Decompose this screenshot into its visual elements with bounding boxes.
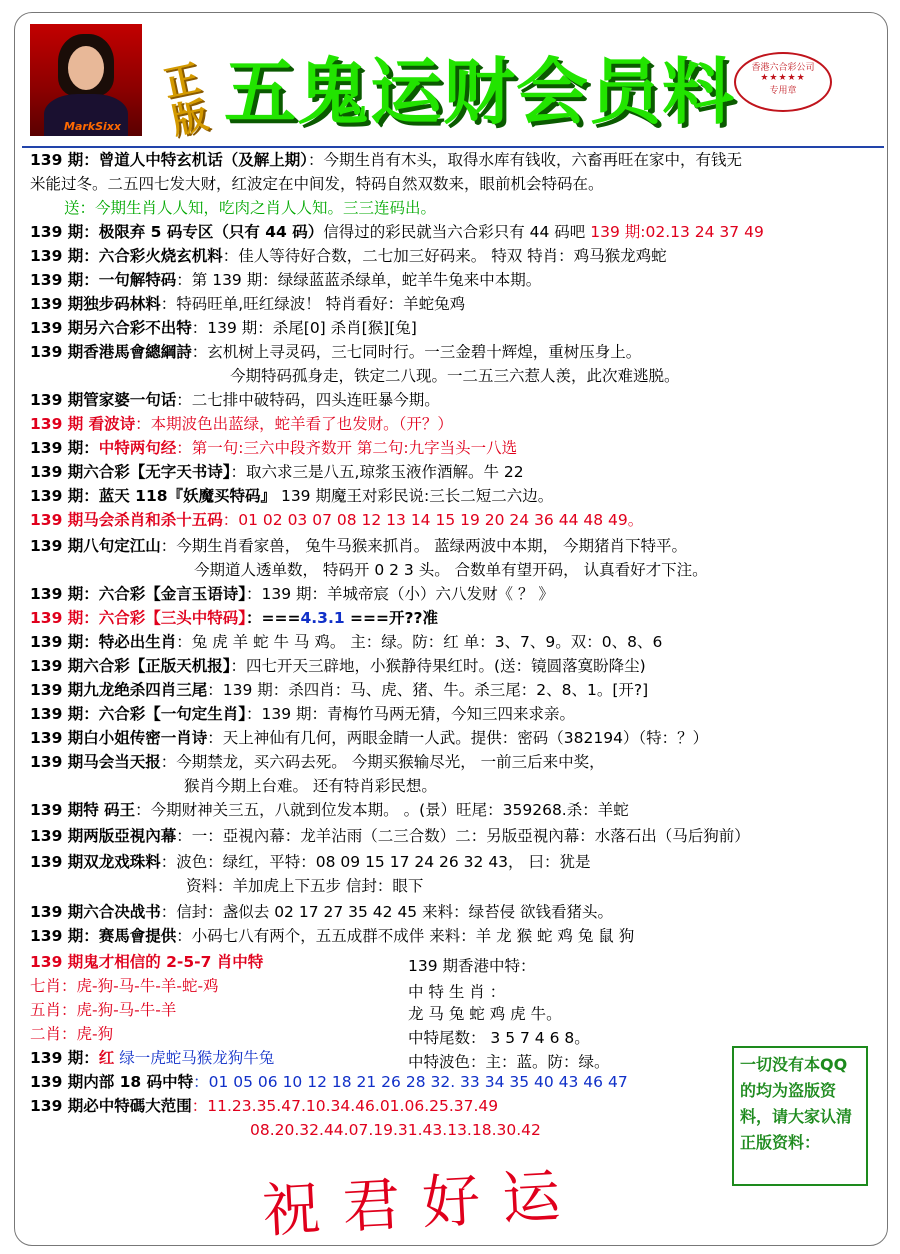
line-hk-poem: 139 期香港馬會總綱詩：玄机树上寻灵码，三七同时行。一三金碧十辉煌，重树压身上。 bbox=[30, 343, 642, 361]
line-one-sentence: 139 期：一句解特码：第 139 期：绿绿蓝蓝杀绿单，蛇羊牛兔来中本期。 bbox=[30, 271, 542, 289]
line-dubu: 139 期独步码林料：特码旺单,旺红绿波！ 特肖看好：羊蛇兔鸡 bbox=[30, 295, 466, 313]
line-color-zodiac: 139 期：红 绿一虎蛇马猴龙狗牛兔 bbox=[30, 1049, 275, 1067]
line-zengdaoren: 139 期：曾道人中特玄机话（及解上期）：今期生肖有木头，取得水库有钱收，六畜再旺在家中，有钱无 bbox=[30, 151, 743, 169]
line-eight-sentences: 139 期八句定江山：今期生肖看家兽， 兔牛马猴来抓肖。 蓝绿两波中本期， 今期猪肖下特平。 bbox=[30, 537, 688, 555]
line-two-sentences: 139 期：中特两句经：第一句:三六中段齐数开 第二句:九字当头一八选 bbox=[30, 439, 518, 457]
line-jiulong: 139 期九龙绝杀四肖三尾：139 期：杀四肖：马、虎、猪、牛。杀三尾：2、8、1。[开?] bbox=[30, 681, 649, 699]
line-fire-riddle: 139 期：六合彩火烧玄机料：佳人等待好合数，二七加三好码来。 特双 特肖：鸡马猴龙鸡蛇 bbox=[30, 247, 667, 265]
line-kill-15: 139 期马会杀肖和杀十五码：01 02 03 07 08 12 13 14 15 19 20 24 36 44 48 49。 bbox=[30, 511, 644, 529]
line-horse-club: 139 期：赛馬會提供：小码七八有两个，五五成群不成伴 来料：羊 龙 猴 蛇 鸡 兔 鼠 狗 bbox=[30, 927, 635, 945]
line-mahui-cont: 猴肖今期上台难。 还有特肖彩民想。 bbox=[184, 777, 437, 795]
portrait-photo bbox=[30, 24, 142, 136]
page-title: 五鬼运财会员料 bbox=[224, 50, 736, 134]
line-guanjiapo: 139 期管家婆一句话：二七排中破特码，四头连旺暴今期。 bbox=[30, 391, 440, 409]
line-limit-44: 139 期：极限弃 5 码专区（只有 44 码）信得过的彩民就当六合彩只有 44 码吧 139 期:02.13 24 37 49 bbox=[30, 223, 764, 241]
line-twin-dragon-cont: 资料：羊加虎上下五步 信封：眼下 bbox=[186, 877, 424, 895]
line-buchute: 139 期另六合彩不出特：139 期：杀尾[0] 杀肖[猴][兔] bbox=[30, 319, 417, 337]
hk-special-row2: 龙 马 兔 蛇 鸡 虎 牛。 bbox=[408, 1005, 562, 1023]
line-golden-words: 139 期：六合彩【金言玉语诗】：139 期：羊城帝宸（小）六八发财《 ？ 》 bbox=[30, 585, 554, 603]
line-blue-sky: 139 期：蓝天 118『妖魔买特码』 139 期魔王对彩民说:三长二短二六边。 bbox=[30, 487, 554, 505]
authenticity-notice: 一切没有本QQ 的均为盗版资料，请大家认清正版资料： bbox=[732, 1046, 868, 1186]
line-atv: 139 期两版亞視內幕：一：亞視內幕：龙羊沾雨（二三合数）二：另版亞視內幕：水落石出（马后狗前） bbox=[30, 827, 750, 845]
company-seal: 香港六合彩公司 ★★★★★ 专用章 bbox=[734, 52, 832, 112]
zheng-ban-label: 正版 bbox=[160, 57, 212, 143]
five-zodiac: 五肖：虎-狗-马-牛-羊 bbox=[30, 1001, 177, 1019]
line-hk-poem-cont: 今期特码孤身走，铁定二八现。一二五三六惹人羡，此次难逃脱。 bbox=[230, 367, 680, 385]
line-gift: 送：今期生肖人人知，吃肉之肖人人知。三三连码出。 bbox=[64, 199, 437, 217]
seven-zodiac: 七肖：虎-狗-马-牛-羊-蛇-鸡 bbox=[30, 977, 219, 995]
line-range-cont: 08.20.32.44.07.19.31.43.13.18.30.42 bbox=[250, 1121, 541, 1139]
line-code-king: 139 期特 码王：今期财神关三五，八就到位发本期。 。(景）旺尾：359268.杀：羊蛇 bbox=[30, 801, 629, 819]
two-zodiac: 二肖：虎-狗 bbox=[30, 1025, 114, 1043]
line-mahui: 139 期马会当天报：今期禁龙，买六码去死。 今期买猴输尽光， 一前三后来中奖， bbox=[30, 753, 605, 771]
line-baixiaojie: 139 期白小姐传密一肖诗：天上神仙有几何，两眼金睛一人武。提供：密码（382194）（特：？） bbox=[30, 729, 709, 747]
hk-special-tail: 中特尾数： 3 5 7 4 6 8。 bbox=[408, 1029, 590, 1047]
line-one-zodiac: 139 期：六合彩【一句定生肖】：139 期：青梅竹马两无猜，今知三四来求亲。 bbox=[30, 705, 576, 723]
hk-special-title: 139 期香港中特： bbox=[408, 957, 536, 975]
line-twin-dragon: 139 期双龙戏珠料：波色：绿红，平特：08 09 15 17 24 26 32 43， 曰：犹是 bbox=[30, 853, 591, 871]
blessing-text: 祝君好运 bbox=[260, 1160, 584, 1246]
line-inner-18: 139 期内部 18 码中特：01 05 06 10 12 18 21 26 28 32. 33 34 35 40 43 46 47 bbox=[30, 1073, 628, 1091]
line-three-heads: 139 期：六合彩【三头中特码】：===4.3.1 ===开??准 bbox=[30, 609, 438, 627]
line-wave-poem: 139 期 看波诗：本期波色出蓝绿，蛇羊看了也发财。（开？） bbox=[30, 415, 453, 433]
header-divider bbox=[22, 146, 884, 148]
line-zengdaoren-cont: 米能过冬。二五四七发大财，红波定在中间发，特码自然双数来，眼前机会特码在。 bbox=[30, 175, 604, 193]
line-tianji: 139 期六合彩【正版天机报】：四七开天三辟地，小猴静待果红时。(送：镜圆落寞盼降尘) bbox=[30, 657, 646, 675]
line-battle-book: 139 期六合决战书：信封：盏似去 02 17 27 35 42 45 来料：绿苔侵 欲钱看猪头。 bbox=[30, 903, 614, 921]
line-eight-sentences-cont: 今期道人透单数， 特码开 0 2 3 头。 合数单有望开码， 认真看好才下注。 bbox=[194, 561, 708, 579]
photo-watermark: MarkSixx bbox=[64, 120, 121, 133]
hk-special-row1: 中 特 生 肖 ： bbox=[408, 983, 506, 1001]
line-must-zodiac: 139 期：特必出生肖：兔 虎 羊 蛇 牛 马 鸡。 主：绿。防：红 单：3、7、9。双：0、8、6 bbox=[30, 633, 663, 651]
line-range: 139 期必中特碼大范围：11.23.35.47.10.34.46.01.06.25.37.49 bbox=[30, 1097, 499, 1115]
line-tianshu: 139 期六合彩【无字天书诗】：取六求三是八五,琼浆玉液作酒解。牛 22 bbox=[30, 463, 524, 481]
ghost-257-title: 139 期鬼才相信的 2-5-7 肖中特 bbox=[30, 953, 264, 971]
hk-special-wave: 中特波色：主：蓝。防：绿。 bbox=[408, 1053, 610, 1071]
